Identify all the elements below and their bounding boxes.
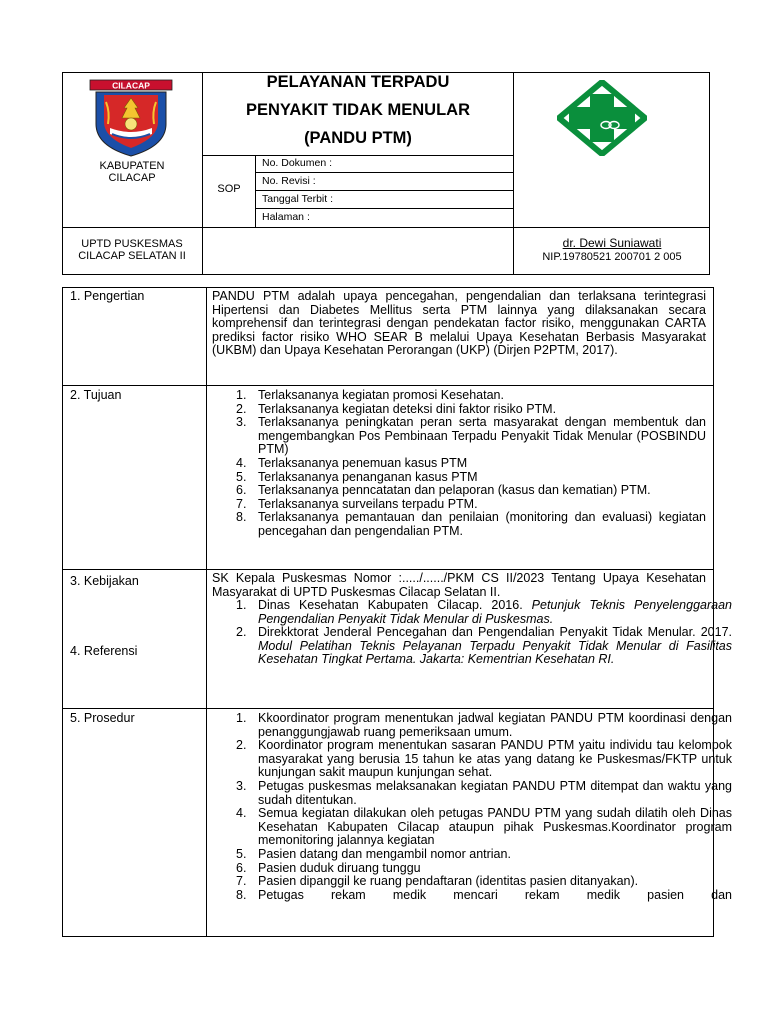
list-item: 1. Dinas Kesehatan Kabupaten Cilacap. 2016. Petunjuk Teknis Penyelenggaraan Pengendalian Penyakit Tidak Menular di Puskesmas.: [236, 598, 732, 626]
tujuan-list: [232, 389, 706, 539]
row-line-3: [62, 708, 714, 709]
content-table-bottom: [62, 936, 714, 937]
title-line3: (PANDU PTM): [304, 129, 412, 147]
tujuan-item-text: Terlaksananya penanganan kasus PTM: [258, 469, 478, 484]
tujuan-item-text: Terlaksananya kegiatan promosi Kesehatan.: [258, 388, 504, 402]
sop-divider: [255, 155, 256, 227]
referensi-item-italic: Petunjuk Teknis Penyelenggaraan Pengendalian Penyakit Tidak Menular di Puskesmas.: [258, 598, 732, 626]
referensi-list: [232, 599, 732, 667]
logo-banner-text: CILACAP: [112, 80, 150, 91]
signer-nip: NIP.19780521 200701 2 005: [542, 251, 682, 263]
sop-label: SOP: [217, 183, 241, 195]
tujuan-item-text: Terlaksananya pemantauan dan penilaian (monitoring dan evaluasi) kegiatan pencegahan dan pengendalian PTM.: [258, 510, 706, 538]
prosedur-item-text: Pasien datang dan mengambil nomor antrian.: [258, 846, 511, 861]
title-line1: PELAYANAN TERPADU: [266, 73, 450, 91]
prosedur-list: [232, 712, 732, 902]
referensi-label: 4. Referensi: [70, 644, 138, 658]
list-item: 6. Pasien duduk diruang tunggu: [236, 860, 421, 875]
referensi-item-italic: Modul Pelatihan Teknis Pelayanan Terpadu Penyakit Tidak Menular di Fasilitas Kesehatan Tingkat Pertama. Jakarta: Kementrian Kesehatan RI.: [258, 638, 732, 667]
prosedur-item-text: Petugas rekam medik mencari rekam medik pasien dan: [258, 887, 732, 902]
meta-line-1: [255, 172, 513, 173]
kebijakan-text: [212, 572, 706, 599]
tujuan-item-text: Terlaksananya penemuan kasus PTM: [258, 455, 468, 470]
pengertian-text: [212, 290, 706, 358]
prosedur-item-text: Kkoordinator program menentukan jadwal kegiatan PANDU PTM koordinasi dengan penanggungjawab ruang pemeriksaan umum.: [258, 711, 732, 739]
list-item: 2. Direkktorat Jenderal Pencegahan dan Pengendalian Penyakit Tidak Menular. 2017. Modul Pelatihan Teknis Pelayanan Terpadu Penyakit Tidak Menular di Fasilitas Kesehatan Tingkat Pertama. Jakarta: Kementrian Kesehatan RI.: [236, 625, 732, 667]
list-item: 7. Terlaksananya surveilans terpadu PTM.: [236, 496, 478, 511]
prosedur-item-text: Semua kegiatan dilakukan oleh petugas PANDU PTM yang sudah dilatih oleh Dinas Kesehatan Kabupaten Cilacap ataupun pihak Puskesmas.Koordinator program memonitoring jalannya kegiatan: [258, 806, 732, 848]
title-line2: PENYAKIT TIDAK MENULAR: [246, 101, 470, 119]
referensi-item-plain: Direkktorat Jenderal Pencegahan dan Pengendalian Penyakit Tidak Menular. 2017.: [258, 625, 732, 640]
list-item: 2. Koordinator program menentukan sasaran PANDU PTM yaitu individu tau kelompok masyarakat yang berusia 15 tahun ke atas yang datang ke Puskesmas/FKTP untuk kunjungan sakit maupun kunjungan sehat.: [236, 738, 732, 780]
meta-no-revisi: No. Revisi :: [262, 175, 316, 187]
kebijakan-label: 3. Kebijakan: [70, 574, 139, 588]
header-hline-title: [202, 155, 514, 156]
tujuan-item-text: Terlaksananya surveilans terpadu PTM.: [258, 496, 478, 511]
tujuan-label: 2. Tujuan: [70, 388, 122, 402]
cilacap-regency-logo: [88, 78, 174, 158]
content-table-top: [62, 287, 714, 288]
row-line-2: [62, 569, 714, 570]
list-item: 5. Pasien datang dan mengambil nomor antrian.: [236, 846, 511, 861]
meta-halaman: Halaman :: [262, 211, 310, 223]
list-item: 7. Pasien dipanggil ke ruang pendaftaran (identitas pasien ditanyakan).: [236, 874, 639, 889]
kebijakan-paragraph: SK Kepala Puskesmas Nomor :...../....../PKM CS II/2023 Tentang Upaya Kesehatan Masyarakat di UPTD Puskesmas Cilacap Selatan II.: [212, 571, 706, 599]
list-item: 3. Petugas puskesmas melaksanakan kegiatan PANDU PTM ditempat dan waktu yang sudah ditentukan.: [236, 778, 732, 807]
region-line1: KABUPATEN: [99, 160, 165, 172]
list-item: 4. Semua kegiatan dilakukan oleh petugas PANDU PTM yang sudah dilatih oleh Dinas Kesehatan Kabupaten Cilacap ataupun pihak Puskesmas.Koordinator program memonitoring jalannya kegiatan: [236, 806, 732, 848]
tujuan-item-text: Terlaksananya penncatatan dan pelaporan (kasus dan kematian) PTM.: [258, 483, 651, 498]
signer-name: dr. Dewi Suniawati: [562, 236, 662, 250]
header-hline-bottom: [62, 227, 710, 228]
region-line2: CILACAP: [108, 172, 156, 184]
list-item: 8. Terlaksananya pemantauan dan penilaian (monitoring dan evaluasi) kegiatan pencegahan dan pengendalian PTM.: [236, 510, 706, 538]
list-item: 2. Terlaksananya kegiatan deteksi dini faktor risiko PTM.: [236, 401, 557, 416]
list-item: 6. Terlaksananya penncatatan dan pelaporan (kasus dan kematian) PTM.: [236, 483, 651, 498]
prosedur-item-text: Pasien dipanggil ke ruang pendaftaran (identitas pasien ditanyakan).: [258, 874, 639, 889]
org-line1: UPTD PUSKESMAS: [81, 238, 183, 250]
meta-no-dokumen: No. Dokumen :: [262, 157, 333, 169]
org-line2: CILACAP SELATAN II: [78, 250, 186, 262]
referensi-item-plain: Dinas Kesehatan Kabupaten Cilacap. 2016.: [258, 598, 532, 612]
list-item: 5. Terlaksananya penanganan kasus PTM: [236, 469, 478, 484]
list-item: 3. Terlaksananya peningkatan peran serta masyarakat dengan membentuk dan mengembangkan Pos Pembinaan Terpadu Penyakit Tidak Menular (POSBINDU PTM): [236, 415, 706, 457]
tujuan-item-text: Terlaksananya kegiatan deteksi dini faktor risiko PTM.: [258, 401, 557, 416]
list-item: 1. Terlaksananya kegiatan promosi Kesehatan.: [236, 388, 504, 402]
prosedur-item-text: Petugas puskesmas melaksanakan kegiatan PANDU PTM ditempat dan waktu yang sudah ditentukan.: [258, 778, 732, 807]
prosedur-item-text: Pasien duduk diruang tunggu: [258, 860, 421, 875]
list-item: 8. Petugas rekam medik mencari rekam medik pasien dan: [236, 887, 732, 902]
list-item: 4. Terlaksananya penemuan kasus PTM: [236, 455, 468, 470]
prosedur-label: 5. Prosedur: [70, 711, 135, 725]
row-line-1: [62, 385, 714, 386]
pengertian-paragraph: PANDU PTM adalah upaya pencegahan, pengendalian dan terlaksana terintegrasi Hipertensi dan Diabetes Mellitus serta PTM lainnya yang dilaksanakan secara komprehensif dan terintegrasi dengan pendekatan factor risiko, menggunakan CARTA prediksi factor risiko WHO SEAR B melalui Upaya Kesehatan Berbasis Masyarakat (UKBM) dan Upaya Kesehatan Perorangan (UKP) (Dirjen P2PTM, 2017).: [212, 289, 706, 358]
meta-line-3: [255, 208, 513, 209]
meta-tanggal-terbit: Tanggal Terbit :: [262, 193, 334, 205]
list-item: 1. Kkoordinator program menentukan jadwal kegiatan PANDU PTM koordinasi dengan penanggungjawab ruang pemeriksaan umum.: [236, 711, 732, 739]
meta-line-2: [255, 190, 513, 191]
tujuan-item-text: Terlaksananya peningkatan peran serta masyarakat dengan membentuk dan mengembangkan Pos Pembinaan Terpadu Penyakit Tidak Menular (POSBINDU PTM): [258, 415, 706, 457]
pengertian-label: 1. Pengertian: [70, 289, 145, 303]
puskesmas-logo: [557, 80, 647, 156]
prosedur-item-text: Koordinator program menentukan sasaran PANDU PTM yaitu individu tau kelompok masyarakat yang berusia 15 tahun ke atas yang datang ke Puskesmas/FKTP untuk kunjungan sakit maupun kunjungan sehat.: [258, 738, 732, 780]
